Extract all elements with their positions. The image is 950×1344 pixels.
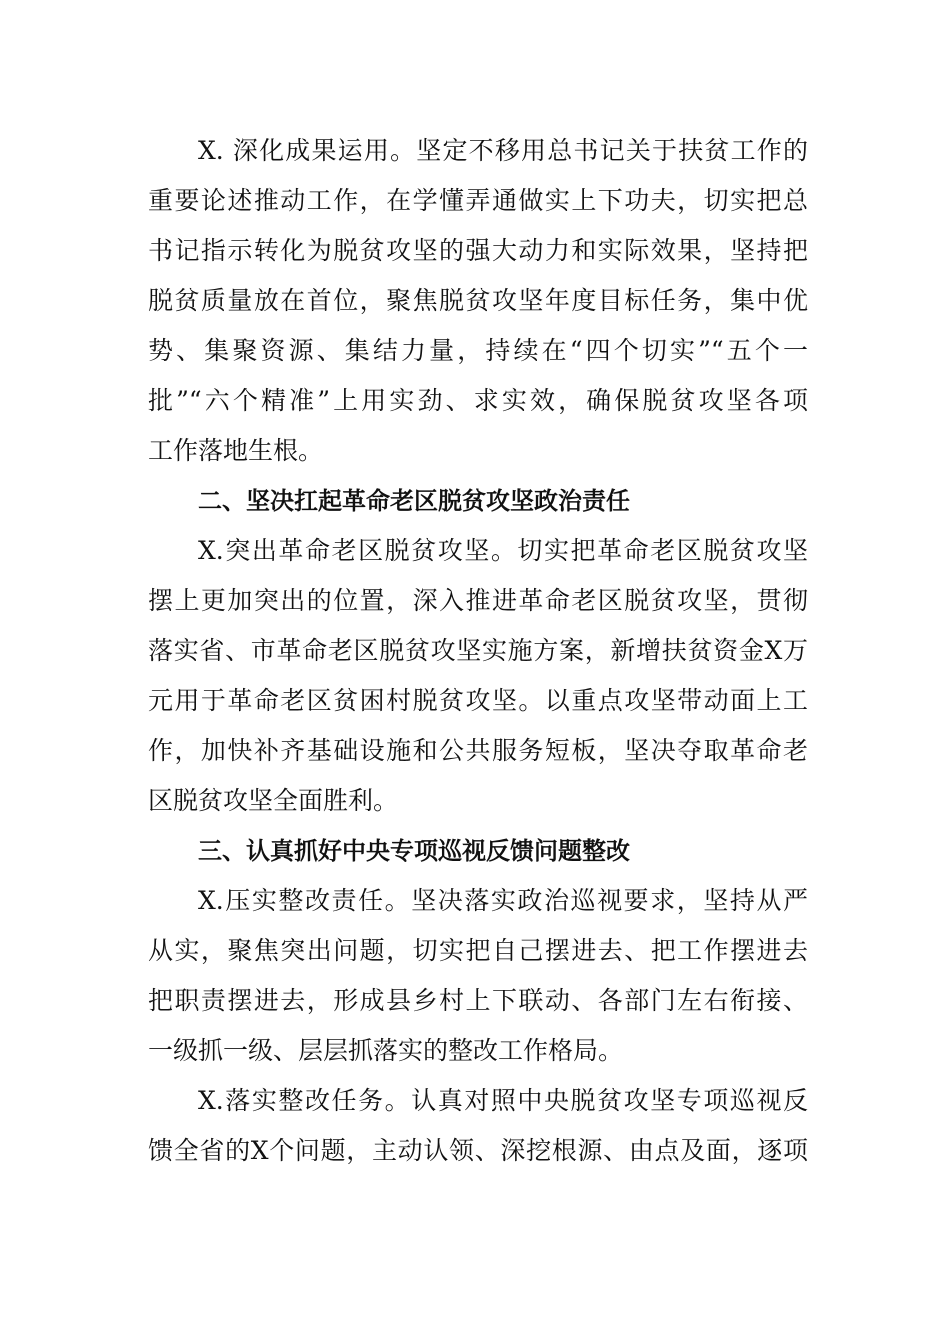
paragraph-line: X.突出革命老区脱贫攻坚。切实把革命老区脱贫攻坚 xyxy=(198,536,808,565)
paragraph-line: 把职责摆进去，形成县乡村上下联动、各部门左右衔接、 xyxy=(148,986,808,1015)
paragraph-old-revolutionary-areas xyxy=(148,526,808,826)
paragraph-line: X.压实整改责任。坚决落实政治巡视要求，坚持从严 xyxy=(198,886,808,915)
paragraph-line: 馈全省的X个问题，主动认领、深挖根源、由点及面，逐项 xyxy=(148,1136,808,1165)
paragraph-line: X. 深化成果运用。坚定不移用总书记关于扶贫工作的 xyxy=(198,136,808,165)
paragraph-line: 摆上更加突出的位置，深入推进革命老区脱贫攻坚，贯彻 xyxy=(148,586,808,615)
paragraph-line: 势、集聚资源、集结力量，持续在“四个切实”“五个一 xyxy=(148,336,808,365)
paragraph-line: 区脱贫攻坚全面胜利。 xyxy=(148,786,399,815)
paragraph-deepen-results xyxy=(148,126,808,476)
paragraph-line: 书记指示转化为脱贫攻坚的强大动力和实际效果，坚持把 xyxy=(148,236,808,265)
paragraph-line: X.落实整改任务。认真对照中央脱贫攻坚专项巡视反 xyxy=(198,1086,808,1115)
paragraph-line: 批”“六个精准”上用实劲、求实效，确保脱贫攻坚各项 xyxy=(148,386,808,415)
paragraph-rectification-responsibility xyxy=(148,876,808,1076)
paragraph-line: 从实，聚焦突出问题，切实把自己摆进去、把工作摆进去 xyxy=(148,936,808,965)
paragraph-line: 脱贫质量放在首位，聚焦脱贫攻坚年度目标任务，集中优 xyxy=(148,286,808,315)
paragraph-line: 落实省、市革命老区脱贫攻坚实施方案，新增扶贫资金X万 xyxy=(148,636,808,665)
section-heading-3: 三、认真抓好中央专项巡视反馈问题整改 xyxy=(198,837,630,865)
paragraph-line: 重要论述推动工作，在学懂弄通做实上下功夫，切实把总 xyxy=(148,186,808,215)
paragraph-line: 作，加快补齐基础设施和公共服务短板，坚决夺取革命老 xyxy=(148,736,808,765)
paragraph-rectification-tasks xyxy=(148,1076,808,1176)
paragraph-line: 工作落地生根。 xyxy=(148,436,324,465)
document-body xyxy=(148,126,808,1176)
paragraph-line: 一级抓一级、层层抓落实的整改工作格局。 xyxy=(148,1036,624,1065)
paragraph-line: 元用于革命老区贫困村脱贫攻坚。以重点攻坚带动面上工 xyxy=(148,686,808,715)
section-heading-2: 二、坚决扛起革命老区脱贫攻坚政治责任 xyxy=(198,487,630,515)
